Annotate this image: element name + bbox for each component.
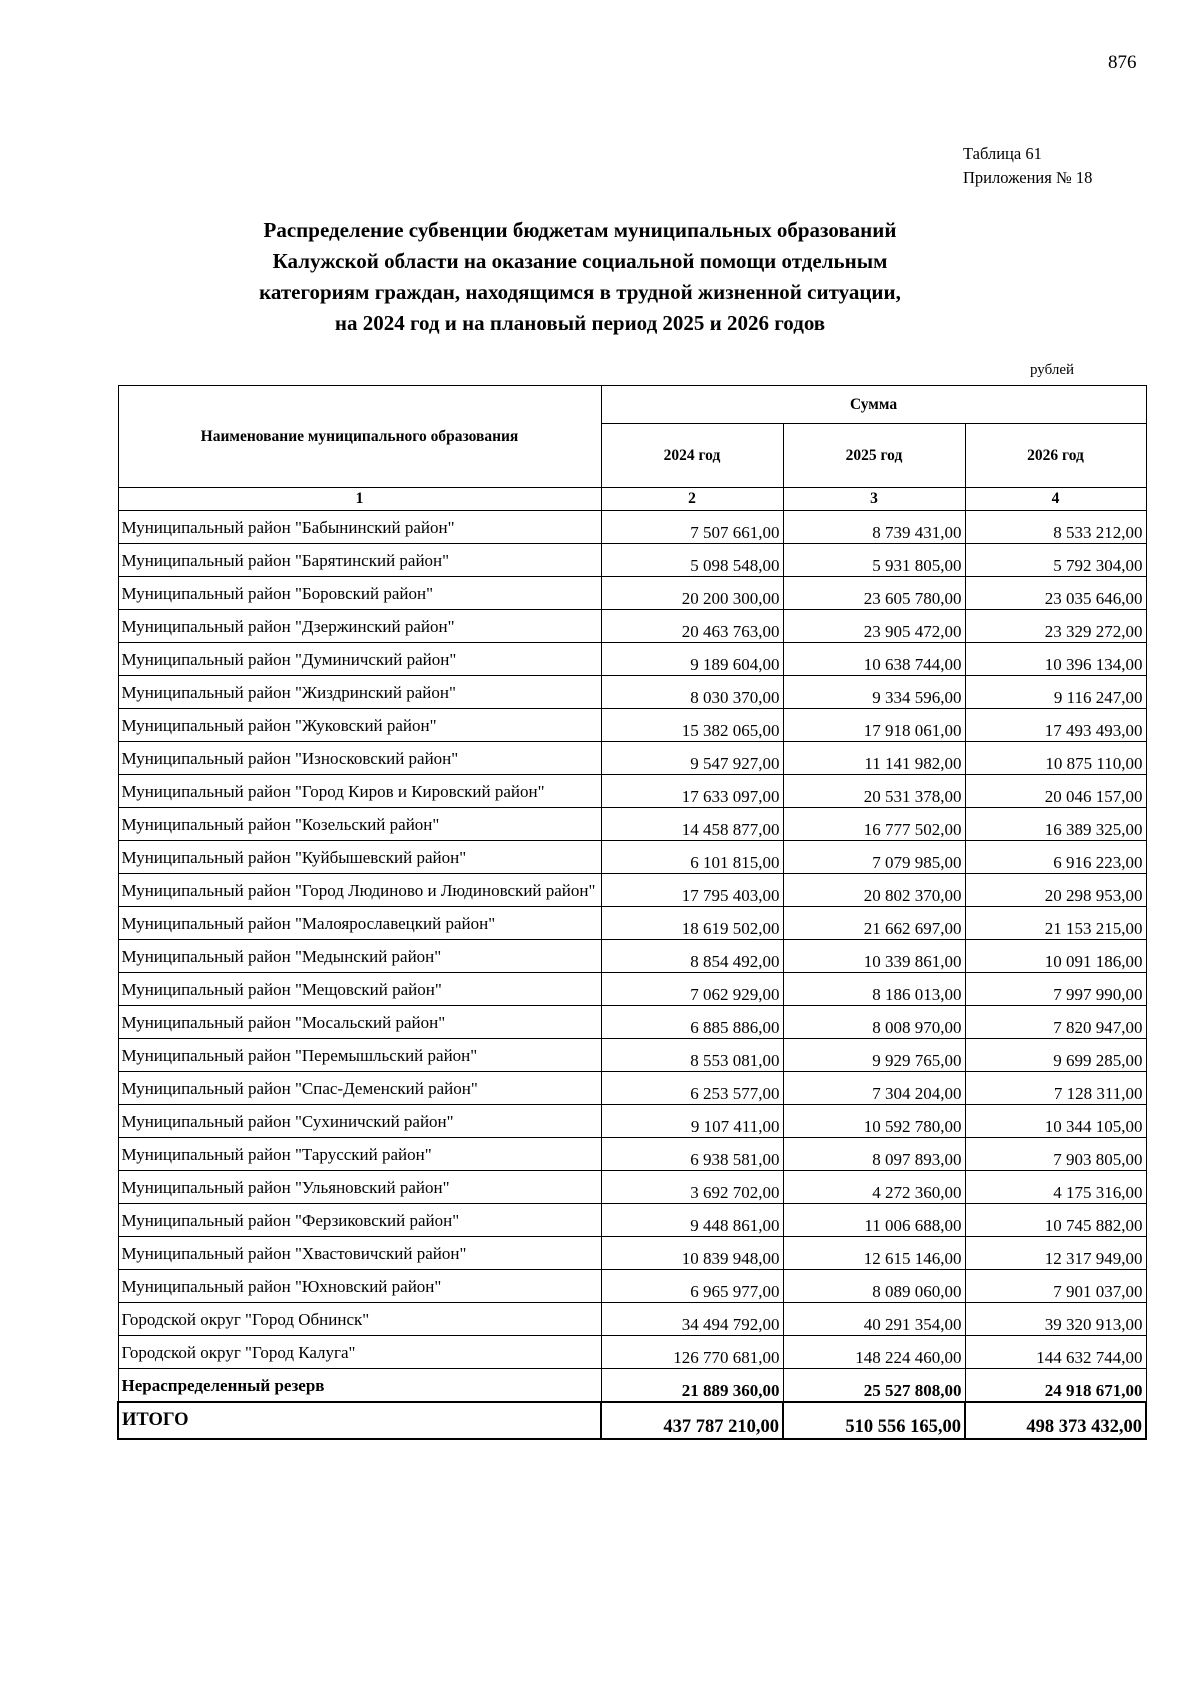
row-value-2026: 16 389 325,00: [965, 808, 1146, 841]
total-2024: 437 787 210,00: [601, 1402, 783, 1439]
units-label: рублей: [1030, 362, 1075, 378]
table-row: [118, 610, 1146, 643]
table-body: [118, 511, 1146, 1369]
row-name: Муниципальный район "Город Людиново и Людиновский район": [118, 874, 601, 907]
table-row: [118, 1138, 1146, 1171]
row-name: Муниципальный район "Барятинский район": [118, 544, 601, 577]
table-row: [118, 1039, 1146, 1072]
row-name: Муниципальный район "Мещовский район": [118, 973, 601, 1006]
row-value-2024: 8 030 370,00: [601, 676, 783, 709]
row-value-2026: 9 699 285,00: [965, 1039, 1146, 1072]
row-value-2024: 3 692 702,00: [601, 1171, 783, 1204]
row-name: Муниципальный район "Думиничский район": [118, 643, 601, 676]
row-value-2024: 20 200 300,00: [601, 577, 783, 610]
row-name: Муниципальный район "Ульяновский район": [118, 1171, 601, 1204]
row-value-2025: 8 089 060,00: [783, 1270, 965, 1303]
table-row: [118, 874, 1146, 907]
row-value-2026: 144 632 744,00: [965, 1336, 1146, 1369]
table-row: [118, 1336, 1146, 1369]
row-name: Муниципальный район "Спас-Деменский район": [118, 1072, 601, 1105]
row-name: Муниципальный район "Козельский район": [118, 808, 601, 841]
title-line3: категориям граждан, находящимся в трудной жизненной ситуации,: [259, 280, 901, 304]
row-name: Муниципальный район "Дзержинский район": [118, 610, 601, 643]
title-line4: на 2024 год и на плановый период 2025 и 2026 годов: [334, 311, 826, 335]
row-value-2025: 8 186 013,00: [783, 973, 965, 1006]
row-value-2026: 6 916 223,00: [965, 841, 1146, 874]
total-name: ИТОГО: [118, 1402, 601, 1439]
row-value-2025: 5 931 805,00: [783, 544, 965, 577]
row-value-2024: 6 938 581,00: [601, 1138, 783, 1171]
row-value-2025: 7 079 985,00: [783, 841, 965, 874]
row-value-2024: 10 839 948,00: [601, 1237, 783, 1270]
row-value-2025: 20 531 378,00: [783, 775, 965, 808]
row-value-2024: 126 770 681,00: [601, 1336, 783, 1369]
row-value-2024: 17 795 403,00: [601, 874, 783, 907]
table-row: [118, 1105, 1146, 1138]
row-name: Городской округ "Город Обнинск": [118, 1303, 601, 1336]
document-title: [180, 215, 980, 339]
row-value-2024: 9 547 927,00: [601, 742, 783, 775]
row-value-2024: 7 507 661,00: [601, 511, 783, 544]
row-value-2025: 17 918 061,00: [783, 709, 965, 742]
row-name: Муниципальный район "Куйбышевский район": [118, 841, 601, 874]
row-value-2025: 10 592 780,00: [783, 1105, 965, 1138]
row-name: Муниципальный район "Жуковский район": [118, 709, 601, 742]
row-value-2025: 8 739 431,00: [783, 511, 965, 544]
row-value-2024: 18 619 502,00: [601, 907, 783, 940]
table-row: [118, 973, 1146, 1006]
total-2026: 498 373 432,00: [965, 1402, 1146, 1439]
row-value-2025: 23 905 472,00: [783, 610, 965, 643]
table-row: [118, 841, 1146, 874]
row-name: Муниципальный район "Перемышльский район": [118, 1039, 601, 1072]
row-value-2026: 39 320 913,00: [965, 1303, 1146, 1336]
reserve-row: [118, 1369, 1146, 1403]
col-number-2: 2: [601, 488, 783, 511]
row-value-2025: 16 777 502,00: [783, 808, 965, 841]
total-row: [118, 1402, 1146, 1439]
row-value-2025: 40 291 354,00: [783, 1303, 965, 1336]
row-value-2026: 8 533 212,00: [965, 511, 1146, 544]
row-value-2025: 148 224 460,00: [783, 1336, 965, 1369]
row-value-2026: 20 298 953,00: [965, 874, 1146, 907]
header-name: Наименование муниципального образования: [118, 386, 601, 488]
table-row: [118, 1270, 1146, 1303]
row-value-2024: 7 062 929,00: [601, 973, 783, 1006]
row-value-2024: 17 633 097,00: [601, 775, 783, 808]
table-row: [118, 742, 1146, 775]
row-value-2024: 8 854 492,00: [601, 940, 783, 973]
row-value-2024: 6 101 815,00: [601, 841, 783, 874]
table-row: [118, 808, 1146, 841]
row-name: Муниципальный район "Износковский район": [118, 742, 601, 775]
row-value-2025: 7 304 204,00: [783, 1072, 965, 1105]
row-name: Муниципальный район "Сухиничский район": [118, 1105, 601, 1138]
row-name: Муниципальный район "Медынский район": [118, 940, 601, 973]
row-value-2026: 12 317 949,00: [965, 1237, 1146, 1270]
header-year-2026: 2026 год: [965, 424, 1146, 488]
row-value-2026: 23 329 272,00: [965, 610, 1146, 643]
title-line1: Распределение субвенции бюджетам муниципальных образований: [263, 218, 897, 242]
table-row: [118, 577, 1146, 610]
table-row: [118, 643, 1146, 676]
col-number-1: 1: [118, 488, 601, 511]
table-row: [118, 1006, 1146, 1039]
row-value-2024: 9 448 861,00: [601, 1204, 783, 1237]
header-year-2025: 2025 год: [783, 424, 965, 488]
col-number-3: 3: [783, 488, 965, 511]
row-value-2025: 9 334 596,00: [783, 676, 965, 709]
row-value-2026: 10 396 134,00: [965, 643, 1146, 676]
reserve-name: Нераспределенный резерв: [118, 1369, 601, 1403]
row-value-2024: 9 189 604,00: [601, 643, 783, 676]
total-2025: 510 556 165,00: [783, 1402, 965, 1439]
row-value-2024: 8 553 081,00: [601, 1039, 783, 1072]
row-name: Муниципальный район "Юхновский район": [118, 1270, 601, 1303]
table-row: [118, 511, 1146, 544]
row-value-2024: 6 253 577,00: [601, 1072, 783, 1105]
header-year-2024: 2024 год: [601, 424, 783, 488]
row-value-2026: 9 116 247,00: [965, 676, 1146, 709]
row-value-2024: 34 494 792,00: [601, 1303, 783, 1336]
row-name: Муниципальный район "Город Киров и Кировский район": [118, 775, 601, 808]
table-row: [118, 1237, 1146, 1270]
table-row: [118, 940, 1146, 973]
row-name: Муниципальный район "Малоярославецкий район": [118, 907, 601, 940]
row-value-2025: 21 662 697,00: [783, 907, 965, 940]
row-value-2025: 8 008 970,00: [783, 1006, 965, 1039]
row-value-2025: 11 141 982,00: [783, 742, 965, 775]
row-name: Муниципальный район "Жиздринский район": [118, 676, 601, 709]
row-name: Муниципальный район "Тарусский район": [118, 1138, 601, 1171]
row-value-2024: 5 098 548,00: [601, 544, 783, 577]
row-value-2024: 9 107 411,00: [601, 1105, 783, 1138]
row-value-2026: 21 153 215,00: [965, 907, 1146, 940]
row-value-2024: 15 382 065,00: [601, 709, 783, 742]
row-value-2026: 4 175 316,00: [965, 1171, 1146, 1204]
page-number: 876: [1108, 52, 1137, 73]
row-value-2025: 8 097 893,00: [783, 1138, 965, 1171]
row-value-2026: 5 792 304,00: [965, 544, 1146, 577]
row-value-2026: 7 901 037,00: [965, 1270, 1146, 1303]
col-number-4: 4: [965, 488, 1146, 511]
row-value-2024: 20 463 763,00: [601, 610, 783, 643]
row-value-2025: 12 615 146,00: [783, 1237, 965, 1270]
row-value-2026: 7 903 805,00: [965, 1138, 1146, 1171]
row-name: Городской округ "Город Калуга": [118, 1336, 601, 1369]
row-value-2026: 10 344 105,00: [965, 1105, 1146, 1138]
title-line2: Калужской области на оказание социальной помощи отдельным: [272, 249, 888, 273]
reserve-2026: 24 918 671,00: [965, 1369, 1146, 1403]
row-name: Муниципальный район "Хвастовичский район": [118, 1237, 601, 1270]
row-value-2026: 10 745 882,00: [965, 1204, 1146, 1237]
table-row: [118, 709, 1146, 742]
row-value-2026: 23 035 646,00: [965, 577, 1146, 610]
row-name: Муниципальный район "Бабынинский район": [118, 511, 601, 544]
row-value-2025: 23 605 780,00: [783, 577, 965, 610]
row-value-2025: 4 272 360,00: [783, 1171, 965, 1204]
row-value-2025: 10 339 861,00: [783, 940, 965, 973]
row-name: Муниципальный район "Боровский район": [118, 577, 601, 610]
row-value-2025: 10 638 744,00: [783, 643, 965, 676]
row-value-2025: 11 006 688,00: [783, 1204, 965, 1237]
row-value-2026: 7 820 947,00: [965, 1006, 1146, 1039]
table-row: [118, 1171, 1146, 1204]
subsidy-table: [117, 385, 1147, 1440]
reserve-2025: 25 527 808,00: [783, 1369, 965, 1403]
row-value-2024: 6 885 886,00: [601, 1006, 783, 1039]
header-sum: Сумма: [601, 386, 1146, 424]
reserve-2024: 21 889 360,00: [601, 1369, 783, 1403]
table-ref-line1: Таблица 61: [963, 144, 1042, 163]
row-value-2026: 10 875 110,00: [965, 742, 1146, 775]
table-row: [118, 907, 1146, 940]
row-name: Муниципальный район "Ферзиковский район": [118, 1204, 601, 1237]
table-row: [118, 544, 1146, 577]
table-row: [118, 676, 1146, 709]
row-value-2025: 9 929 765,00: [783, 1039, 965, 1072]
row-value-2026: 10 091 186,00: [965, 940, 1146, 973]
row-value-2024: 14 458 877,00: [601, 808, 783, 841]
row-value-2026: 7 997 990,00: [965, 973, 1146, 1006]
row-value-2026: 17 493 493,00: [965, 709, 1146, 742]
row-value-2024: 6 965 977,00: [601, 1270, 783, 1303]
row-value-2025: 20 802 370,00: [783, 874, 965, 907]
row-name: Муниципальный район "Мосальский район": [118, 1006, 601, 1039]
table-row: [118, 775, 1146, 808]
table-ref-line2: Приложения № 18: [963, 168, 1093, 187]
row-value-2026: 7 128 311,00: [965, 1072, 1146, 1105]
table-row: [118, 1303, 1146, 1336]
table-reference: [963, 142, 1092, 190]
table-row: [118, 1204, 1146, 1237]
table-row: [118, 1072, 1146, 1105]
row-value-2026: 20 046 157,00: [965, 775, 1146, 808]
